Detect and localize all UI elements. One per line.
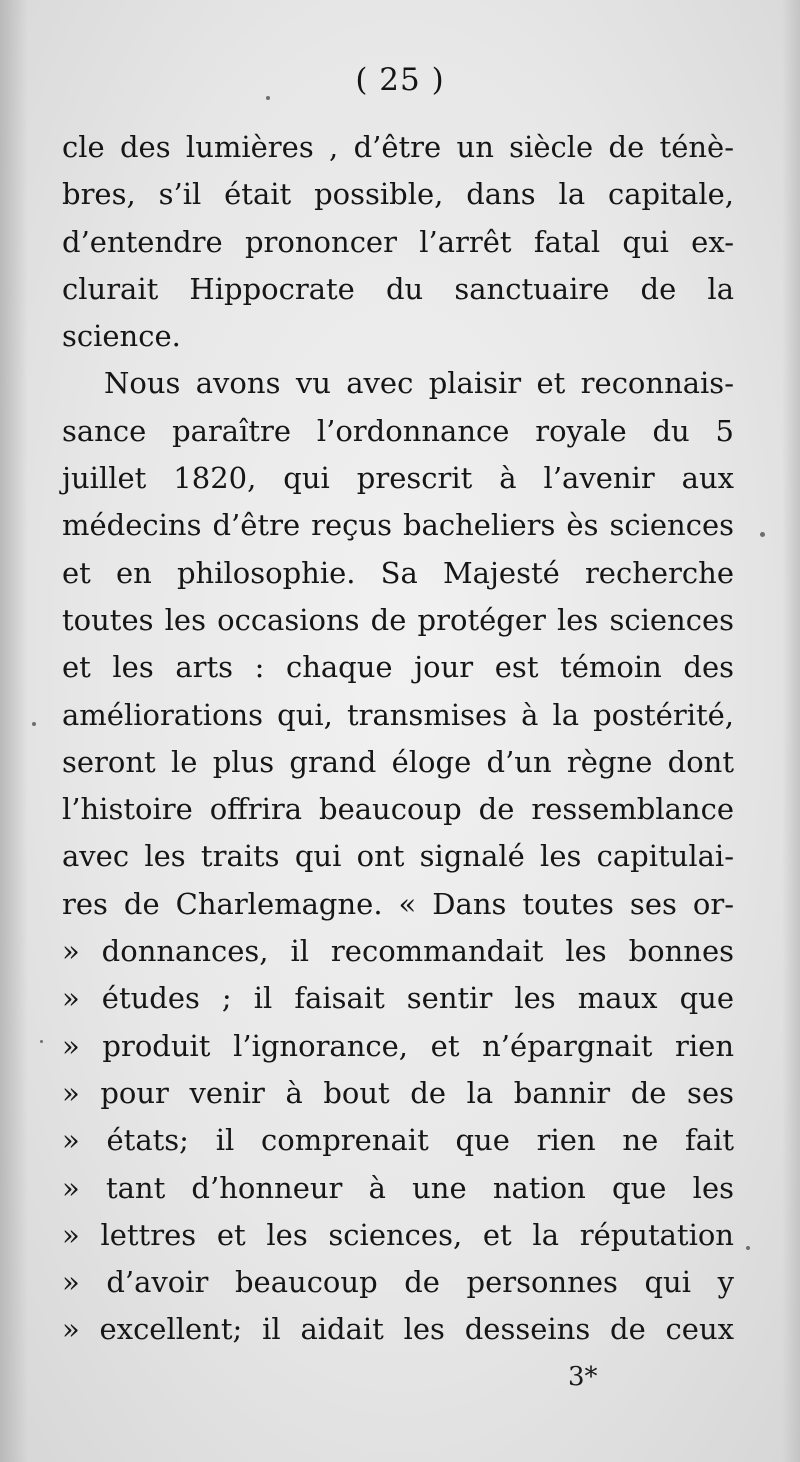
text-line: juillet 1820, qui prescrit à l’avenir aux bbox=[62, 461, 734, 496]
text-line-quote: » lettres et les sciences, et la réputation bbox=[62, 1217, 734, 1252]
text-line: toutes les occasions de protéger les sciences bbox=[62, 602, 734, 637]
text-line-quote: » produit l’ignorance, et n’épargnait rien bbox=[62, 1028, 734, 1063]
text-line-quote: » études ; il faisait sentir les maux que bbox=[62, 981, 734, 1016]
text-line: res de Charlemagne. « Dans toutes ses or- bbox=[62, 886, 734, 921]
text-line-paragraph-end: science. bbox=[62, 319, 181, 354]
text-line: d’entendre prononcer l’arrêt fatal qui ex- bbox=[62, 224, 734, 259]
text-line-quote: » pour venir à bout de la bannir de ses bbox=[62, 1075, 734, 1110]
text-line: améliorations qui, transmises à la postérité, bbox=[62, 697, 734, 732]
text-line-quote: » états; il comprenait que rien ne fait bbox=[62, 1123, 734, 1158]
paper-speck bbox=[266, 96, 270, 100]
text-line-paragraph-start: Nous avons vu avec plaisir et reconnais- bbox=[104, 366, 734, 401]
text-line: bres, s’il était possible, dans la capitale, bbox=[62, 177, 734, 212]
text-line-quote: » d’avoir beaucoup de personnes qui y bbox=[62, 1265, 734, 1300]
paper-speck bbox=[760, 532, 765, 537]
text-line-quote: » tant d’honneur à une nation que les bbox=[62, 1170, 734, 1205]
text-line: cle des lumières , d’être un siècle de ténè- bbox=[62, 130, 734, 164]
text-line: sance paraître l’ordonnance royale du 5 bbox=[62, 413, 734, 448]
text-line-quote: » excellent; il aidait les desseins de ceux bbox=[62, 1312, 734, 1347]
text-line-quote: » donnances, il recommandait les bonnes bbox=[62, 934, 734, 969]
paper-speck bbox=[32, 722, 36, 726]
page-number: ( 25 ) bbox=[355, 62, 445, 98]
text-line: médecins d’être reçus bacheliers ès sciences bbox=[62, 508, 734, 543]
text-line: avec les traits qui ont signalé les capitulai- bbox=[62, 839, 734, 874]
paper-speck bbox=[746, 1246, 750, 1250]
signature-mark: 3* bbox=[568, 1362, 598, 1392]
text-line: et les arts : chaque jour est témoin des bbox=[62, 650, 734, 685]
text-line: l’histoire offrira beaucoup de ressemblance bbox=[62, 792, 734, 827]
paper-speck bbox=[40, 1040, 43, 1043]
text-line: clurait Hippocrate du sanctuaire de la bbox=[62, 271, 734, 306]
text-line: et en philosophie. Sa Majesté recherche bbox=[62, 555, 734, 590]
text-line: seront le plus grand éloge d’un règne dont bbox=[62, 744, 734, 779]
body-text bbox=[62, 124, 734, 1354]
